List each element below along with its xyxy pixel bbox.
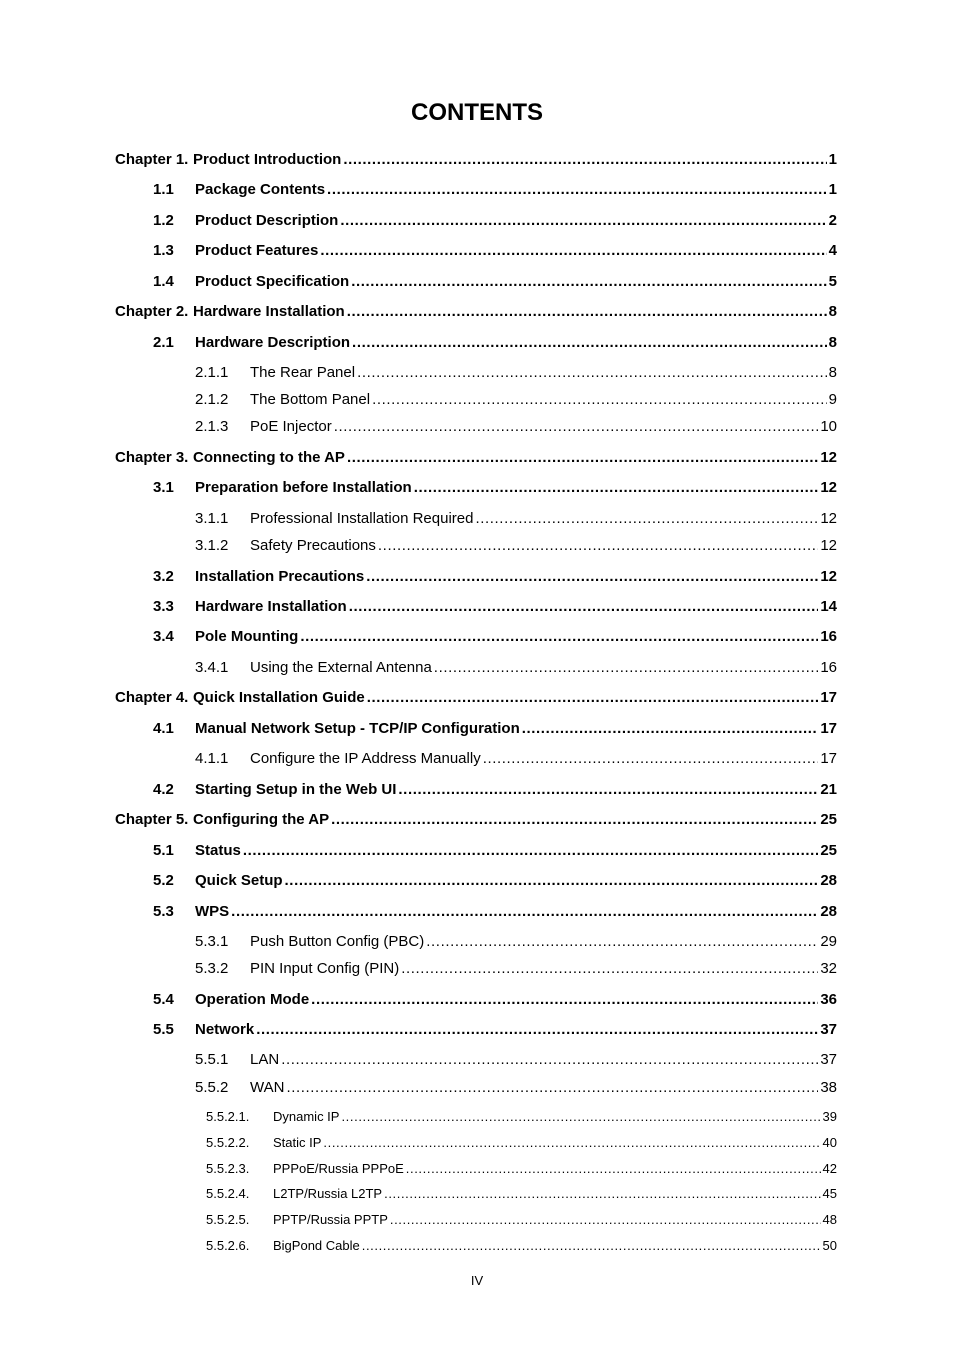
- toc-entry-title: L2TP/Russia L2TP: [273, 1186, 383, 1201]
- toc-entry-page: 5: [828, 273, 837, 290]
- toc-entry-title: Pole Mounting: [195, 628, 299, 645]
- toc-entry-page: 28: [820, 872, 837, 889]
- toc-entry-page: 12: [820, 510, 837, 527]
- toc-entry-number: Chapter 4.: [115, 689, 189, 706]
- dot-leader: [362, 1236, 821, 1256]
- toc-entry-title: Professional Installation Required: [250, 510, 474, 527]
- toc-entry-page: 12: [820, 537, 837, 554]
- toc-entry-page: 1: [828, 151, 837, 168]
- toc-entry-number: 2.1.3: [195, 418, 229, 435]
- dot-leader: [522, 719, 819, 739]
- dot-leader: [378, 536, 818, 556]
- toc-entry-number: 3.4: [153, 628, 174, 645]
- toc-entry-number: 3.1: [153, 479, 174, 496]
- toc-entry-page: 25: [820, 842, 837, 859]
- toc-entry-page: 12: [820, 479, 837, 496]
- dot-leader: [367, 688, 819, 708]
- toc-entry-number: 5.5.2.2.: [206, 1135, 250, 1150]
- dot-leader: [398, 780, 818, 800]
- toc-entry[interactable]: [195, 417, 837, 437]
- toc-entry[interactable]: [153, 567, 837, 587]
- toc-entry-page: 32: [820, 960, 837, 977]
- toc-entry-title: Preparation before Installation: [195, 479, 412, 496]
- dot-leader: [256, 1020, 818, 1040]
- toc-entry-number: 3.4.1: [195, 659, 229, 676]
- toc-entry-page: 17: [820, 750, 837, 767]
- toc-entry[interactable]: [153, 333, 837, 353]
- toc-entry-page: 8: [828, 334, 837, 351]
- dot-leader: [243, 841, 818, 861]
- toc-entry-title: WAN: [250, 1079, 285, 1096]
- toc-entry[interactable]: [195, 509, 837, 529]
- toc-entry-title: Status: [195, 842, 241, 859]
- toc-entry-title: PPPoE/Russia PPPoE: [273, 1161, 404, 1176]
- toc-entry[interactable]: [206, 1159, 837, 1179]
- toc-entry-number: 1.4: [153, 273, 174, 290]
- toc-entry-title: Dynamic IP: [273, 1109, 340, 1124]
- page-number: IV: [470, 1273, 484, 1288]
- toc-entry[interactable]: [195, 959, 837, 979]
- toc-entry-page: 1: [828, 181, 837, 198]
- toc-entry[interactable]: [115, 688, 837, 708]
- toc-entry-title: Quick Installation Guide: [193, 689, 365, 706]
- toc-entry[interactable]: [153, 871, 837, 891]
- toc-entry-page: 12: [820, 568, 837, 585]
- toc-entry[interactable]: [115, 150, 837, 170]
- toc-entry-title: Product Introduction: [193, 151, 342, 168]
- toc-entry[interactable]: [153, 902, 837, 922]
- toc-entry-page: 4: [828, 242, 837, 259]
- toc-entry-number: 3.1.2: [195, 537, 229, 554]
- dot-leader: [340, 211, 826, 231]
- dot-leader: [347, 448, 818, 468]
- dot-leader: [331, 810, 818, 830]
- toc-entry-title: LAN: [250, 1051, 280, 1068]
- toc-entry-number: 1.1: [153, 181, 174, 198]
- dot-leader: [334, 417, 819, 437]
- dot-leader: [426, 932, 818, 952]
- toc-entry-page: 2: [828, 212, 837, 229]
- toc-entry-number: 5.2: [153, 872, 174, 889]
- toc-entry-title: Network: [195, 1021, 255, 1038]
- toc-entry-number: 1.3: [153, 242, 174, 259]
- toc-entry[interactable]: [206, 1210, 837, 1230]
- toc-entry-title: BigPond Cable: [273, 1238, 360, 1253]
- toc-entry-number: 5.1: [153, 842, 174, 859]
- toc-entry-number: 5.5.2: [195, 1079, 229, 1096]
- toc-entry-number: 5.5.2.6.: [206, 1238, 250, 1253]
- dot-leader: [372, 390, 827, 410]
- toc-entry-page: 48: [822, 1212, 837, 1227]
- toc-entry-page: 39: [822, 1109, 837, 1124]
- toc-entry[interactable]: [153, 780, 837, 800]
- toc-entry-title: Starting Setup in the Web UI: [195, 781, 397, 798]
- dot-leader: [414, 478, 819, 498]
- dot-leader: [285, 871, 819, 891]
- toc-entry-number: Chapter 2.: [115, 303, 189, 320]
- toc-entry-number: 2.1.2: [195, 391, 229, 408]
- toc-entry-page: 45: [822, 1186, 837, 1201]
- toc-entry-page: 25: [820, 811, 837, 828]
- dot-leader: [384, 1184, 820, 1204]
- toc-entry-page: 36: [820, 991, 837, 1008]
- toc-entry-title: Hardware Installation: [195, 598, 347, 615]
- toc-entry-title: Package Contents: [195, 181, 326, 198]
- toc-entry-number: 5.3: [153, 903, 174, 920]
- toc-entry-title: Product Features: [195, 242, 319, 259]
- dot-leader: [347, 302, 827, 322]
- toc-entry-page: 16: [820, 659, 837, 676]
- toc-entry[interactable]: [115, 302, 837, 322]
- toc-entry-number: 4.2: [153, 781, 174, 798]
- toc-entry[interactable]: [153, 990, 837, 1010]
- dot-leader: [320, 241, 826, 261]
- dot-leader: [281, 1050, 818, 1070]
- toc-entry[interactable]: [153, 241, 837, 261]
- dot-leader: [357, 363, 827, 383]
- toc-entry-title: Manual Network Setup - TCP/IP Configuration: [195, 720, 520, 737]
- toc-entry-number: 2.1.1: [195, 364, 229, 381]
- toc-entry-page: 28: [820, 903, 837, 920]
- toc-entry-title: Safety Precautions: [250, 537, 376, 554]
- dot-leader: [286, 1078, 818, 1098]
- toc-entry[interactable]: [195, 658, 837, 678]
- toc-entry-title: PoE Injector: [250, 418, 332, 435]
- dot-leader: [475, 509, 818, 529]
- toc-entry[interactable]: [115, 448, 837, 468]
- toc-entry-number: 5.3.2: [195, 960, 229, 977]
- toc-entry-page: 8: [828, 364, 837, 381]
- toc-entry-page: 40: [822, 1135, 837, 1150]
- toc-entry[interactable]: [206, 1236, 837, 1256]
- toc-entry[interactable]: [153, 597, 837, 617]
- toc-entry-page: 14: [820, 598, 837, 615]
- dot-leader: [483, 749, 819, 769]
- toc-entry-number: Chapter 3.: [115, 449, 189, 466]
- toc-entry[interactable]: [195, 932, 837, 952]
- toc-entry-title: Using the External Antenna: [250, 659, 432, 676]
- toc-entry-page: 9: [828, 391, 837, 408]
- toc-entry[interactable]: [195, 749, 837, 769]
- toc-entry-title: PIN Input Config (PIN): [250, 960, 400, 977]
- toc-entry[interactable]: [206, 1133, 837, 1153]
- toc-entry[interactable]: [195, 1050, 837, 1070]
- toc-entry-title: Connecting to the AP: [193, 449, 345, 466]
- toc-entry-title: Product Description: [195, 212, 339, 229]
- toc-entry[interactable]: [153, 719, 837, 739]
- dot-leader: [343, 150, 826, 170]
- toc-entry[interactable]: [115, 810, 837, 830]
- toc-entry-number: 3.2: [153, 568, 174, 585]
- dot-leader: [300, 627, 818, 647]
- dot-leader: [327, 180, 827, 200]
- toc-entry-title: Hardware Description: [195, 334, 351, 351]
- toc-entry-page: 42: [822, 1161, 837, 1176]
- toc-entry[interactable]: [153, 627, 837, 647]
- toc-entry[interactable]: [195, 363, 837, 383]
- toc-entry-page: 16: [820, 628, 837, 645]
- toc-entry-number: 5.5.2.4.: [206, 1186, 250, 1201]
- dot-leader: [366, 567, 818, 587]
- dot-leader: [323, 1133, 820, 1153]
- toc-entry[interactable]: [153, 478, 837, 498]
- dot-leader: [390, 1210, 821, 1230]
- toc-entry-page: 50: [822, 1238, 837, 1253]
- toc-entry[interactable]: [153, 272, 837, 292]
- toc-entry-page: 29: [820, 933, 837, 950]
- dot-leader: [349, 597, 819, 617]
- toc-entry[interactable]: [153, 180, 837, 200]
- toc-entry-title: WPS: [195, 903, 230, 920]
- toc-entry-page: 37: [820, 1021, 837, 1038]
- page-title: CONTENTS: [411, 99, 543, 126]
- toc-entry-title: Installation Precautions: [195, 568, 365, 585]
- toc-entry[interactable]: [153, 211, 837, 231]
- dot-leader: [406, 1159, 821, 1179]
- toc-entry-number: 3.3: [153, 598, 174, 615]
- toc-entry-page: 17: [820, 720, 837, 737]
- toc-entry-number: Chapter 1.: [115, 151, 189, 168]
- toc-entry-number: 4.1: [153, 720, 174, 737]
- toc-entry-title: Quick Setup: [195, 872, 283, 889]
- toc-entry-page: 17: [820, 689, 837, 706]
- toc-entry-title: Product Specification: [195, 273, 350, 290]
- toc-entry-number: 5.5.1: [195, 1051, 229, 1068]
- toc-entry-number: Chapter 5.: [115, 811, 189, 828]
- toc-entry-number: 5.5: [153, 1021, 174, 1038]
- toc-entry-number: 3.1.1: [195, 510, 229, 527]
- dot-leader: [352, 333, 827, 353]
- toc-entry-page: 12: [820, 449, 837, 466]
- dot-leader: [231, 902, 818, 922]
- toc-entry-title: Configuring the AP: [193, 811, 330, 828]
- dot-leader: [401, 959, 818, 979]
- toc-entry[interactable]: [153, 841, 837, 861]
- toc-entry-title: The Bottom Panel: [250, 391, 371, 408]
- dot-leader: [351, 272, 826, 292]
- toc-entry-title: Operation Mode: [195, 991, 310, 1008]
- toc-entry-number: 1.2: [153, 212, 174, 229]
- toc-entry-page: 21: [820, 781, 837, 798]
- toc-entry-page: 10: [820, 418, 837, 435]
- toc-entry-number: 5.5.2.1.: [206, 1109, 250, 1124]
- toc-entry-title: The Rear Panel: [250, 364, 356, 381]
- dot-leader: [434, 658, 819, 678]
- dot-leader: [341, 1107, 820, 1127]
- toc-entry[interactable]: [195, 536, 837, 556]
- toc-entry[interactable]: [206, 1184, 837, 1204]
- toc-entry[interactable]: [153, 1020, 837, 1040]
- toc-entry-number: 5.5.2.5.: [206, 1212, 250, 1227]
- toc-entry[interactable]: [206, 1107, 837, 1127]
- toc-entry-title: PPTP/Russia PPTP: [273, 1212, 388, 1227]
- toc-entry-title: Push Button Config (PBC): [250, 933, 425, 950]
- toc-entry[interactable]: [195, 390, 837, 410]
- toc-entry-number: 5.3.1: [195, 933, 229, 950]
- toc-entry-number: 5.5.2.3.: [206, 1161, 250, 1176]
- toc-entry-number: 2.1: [153, 334, 174, 351]
- toc-entry-page: 37: [820, 1051, 837, 1068]
- toc-entry-number: 4.1.1: [195, 750, 229, 767]
- toc-entry-number: 5.4: [153, 991, 174, 1008]
- toc-entry-page: 8: [828, 303, 837, 320]
- toc-entry[interactable]: [195, 1078, 837, 1098]
- toc-entry-title: Static IP: [273, 1135, 322, 1150]
- toc-entry-title: Configure the IP Address Manually: [250, 750, 481, 767]
- toc-entry-title: Hardware Installation: [193, 303, 345, 320]
- dot-leader: [311, 990, 818, 1010]
- toc-entry-page: 38: [820, 1079, 837, 1096]
